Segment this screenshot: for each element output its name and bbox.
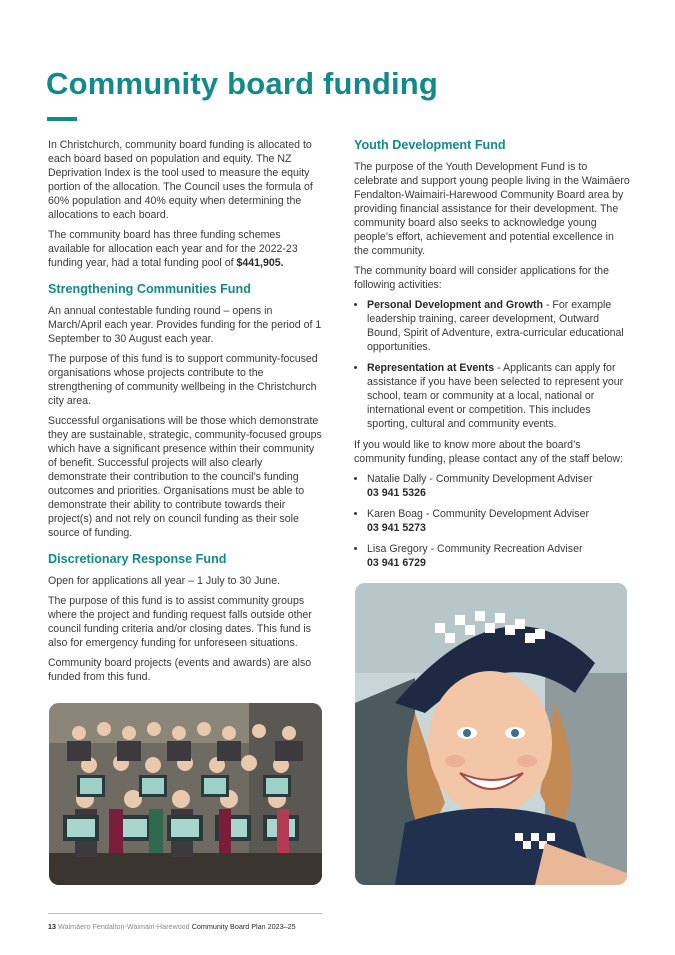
- youth-development-heading: Youth Development Fund: [354, 138, 506, 152]
- discretionary-response-heading: Discretionary Response Fund: [48, 552, 227, 566]
- title-underline: [47, 117, 77, 121]
- intro-paragraph: In Christchurch, community board funding is allocated to each board based on population and equity. The NZ Deprivation Index is the tool used to measure the equity portion of the allocation. The Council uses the formula of 60% population and 40% equity when determining the allocations to each board.: [48, 139, 313, 221]
- scf-paragraph: An annual contestable funding round – opens in March/April each year. Provides funding for the period of 1 September to 30 August each year.: [48, 305, 322, 345]
- list-item: • Representation at Events - Applicants can apply for assistance if you have been selected to represent your school, team or community at a local, national or international event or competition. This includes sporting, cultural and community events.: [367, 361, 630, 431]
- page-title: Community board funding: [46, 66, 439, 101]
- page-footer: [48, 922, 296, 931]
- list-item: • Lisa Gregory - Community Recreation Adviser 03 941 6729: [367, 542, 630, 570]
- contacts-list: [354, 472, 630, 570]
- drf-paragraph: Open for applications all year – 1 July to 30 June.: [48, 575, 281, 587]
- list-item: • Personal Development and Growth - For example leadership training, career development, Outward Bound, Spirit of Adventure, extra-curricular educational opportunities.: [367, 298, 630, 354]
- strengthening-communities-heading: Strengthening Communities Fund: [48, 282, 251, 296]
- funding-pool-amount: $441,905.: [236, 257, 284, 269]
- drf-paragraph: Community board projects (events and awards) are also funded from this fund.: [48, 657, 312, 683]
- funding-pool-paragraph: The community board has three funding schemes available for allocation each year and for the 2022-23 funding year, had a total funding pool of $441,905.: [48, 229, 298, 269]
- right-column: [354, 138, 630, 577]
- group-awards-photo: [49, 703, 322, 885]
- ydf-paragraph: The community board will consider applications for the following activities:: [354, 265, 609, 291]
- left-column: [48, 138, 322, 690]
- activities-list: [354, 298, 630, 431]
- drf-paragraph: The purpose of this fund is to assist community groups where the project and funding request falls outside other council funding criteria and/or closing dates. This fund is also for emergency funding for unforeseen situations.: [48, 595, 312, 649]
- phone-number: 03 941 5326: [367, 487, 426, 499]
- phone-number: 03 941 6729: [367, 557, 426, 569]
- footer-divider: [48, 913, 322, 914]
- page-number: 13: [48, 922, 56, 931]
- footer-board-name: Waimāero Fendalton-Waimairi-Harewood: [58, 922, 190, 931]
- list-item: • Natalie Dally - Community Development Adviser 03 941 5326: [367, 472, 630, 500]
- scf-paragraph: Successful organisations will be those which demonstrate they are sustainable, strategic, community-focused groups which have a significant presence within their community of benefit. Successful projects will also clearly demonstrate their contribution to the council’s funding outcomes and priorities. Organisations must be able to demonstrate their ability to contribute towards their project(s) and not rely on council funding as their sole source of funding.: [48, 415, 322, 539]
- child-police-hat-photo: [355, 583, 627, 885]
- footer-doc-name: Community Board Plan 2023–25: [191, 922, 296, 931]
- list-item: • Karen Boag - Community Development Adviser 03 941 5273: [367, 507, 630, 535]
- contact-intro: If you would like to know more about the board’s community funding, please contact any of the staff below:: [354, 439, 623, 465]
- phone-number: 03 941 5273: [367, 522, 426, 534]
- scf-paragraph: The purpose of this fund is to support community-focused organisations whose projects contribute to the strengthening of community wellbeing in the Christchurch city area.: [48, 353, 318, 407]
- ydf-paragraph: The purpose of the Youth Development Fund is to celebrate and support young people living in the Waimāero Fendalton-Waimairi-Harewood Community Board area by providing financial assistance for their development. The community board also seeks to acknowledge young people’s effort, achievement and potential excellence in the community.: [354, 161, 630, 257]
